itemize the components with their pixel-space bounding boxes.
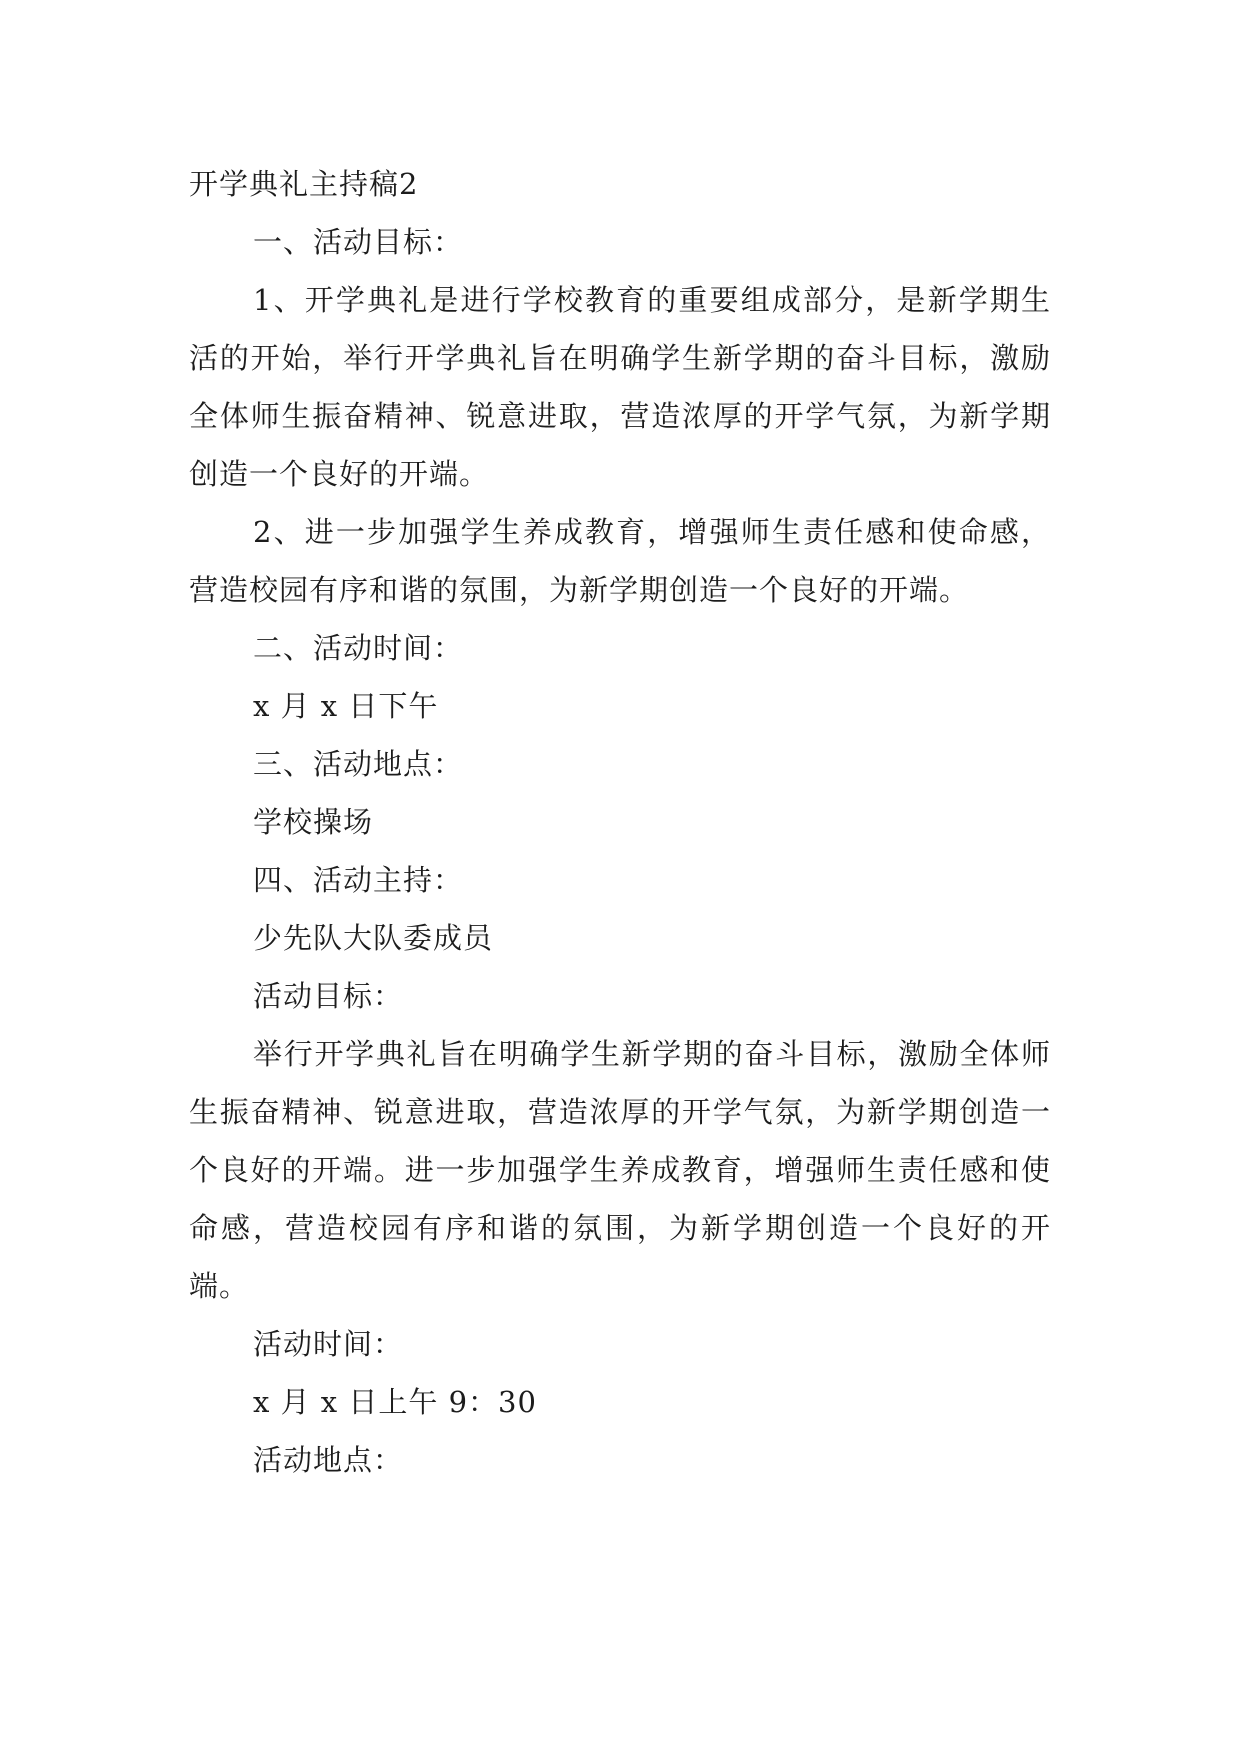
time-value-2: x 月 x 日上午 9：30 <box>253 1385 537 1419</box>
subheading-goals: 活动目标： <box>253 979 404 1013</box>
document-body <box>189 155 1051 1489</box>
paragraph-goal-1: 1、开学典礼是进行学校教育的重要组成部分，是新学期生活的开始，举行开学典礼旨在明确学生新学期的奋斗目标，激励全体师生振奋精神、锐意进取，营造浓厚的开学气氛，为新学期创造一个良好的开端。 <box>189 283 1051 491</box>
location-value: 学校操场 <box>253 805 374 839</box>
section-heading-time: 二、活动时间： <box>253 631 464 665</box>
paragraph-goals-summary: 举行开学典礼旨在明确学生新学期的奋斗目标，激励全体师生振奋精神、锐意进取，营造浓厚的开学气氛，为新学期创造一个良好的开端。进一步加强学生养成教育，增强师生责任感和使命感，营造校园有序和谐的氛围，为新学期创造一个良好的开端。 <box>189 1037 1051 1303</box>
document-title: 开学典礼主持稿2 <box>189 167 419 201</box>
section-heading-goals: 一、活动目标： <box>253 225 464 259</box>
host-value: 少先队大队委成员 <box>253 921 494 955</box>
paragraph-goal-2: 2、进一步加强学生养成教育，增强师生责任感和使命感，营造校园有序和谐的氛围，为新学期创造一个良好的开端。 <box>189 515 1051 607</box>
time-value: x 月 x 日下午 <box>253 689 439 723</box>
section-heading-location: 三、活动地点： <box>253 747 464 781</box>
subheading-location: 活动地点： <box>253 1443 404 1477</box>
subheading-time: 活动时间： <box>253 1327 404 1361</box>
section-heading-host: 四、活动主持： <box>253 863 464 897</box>
